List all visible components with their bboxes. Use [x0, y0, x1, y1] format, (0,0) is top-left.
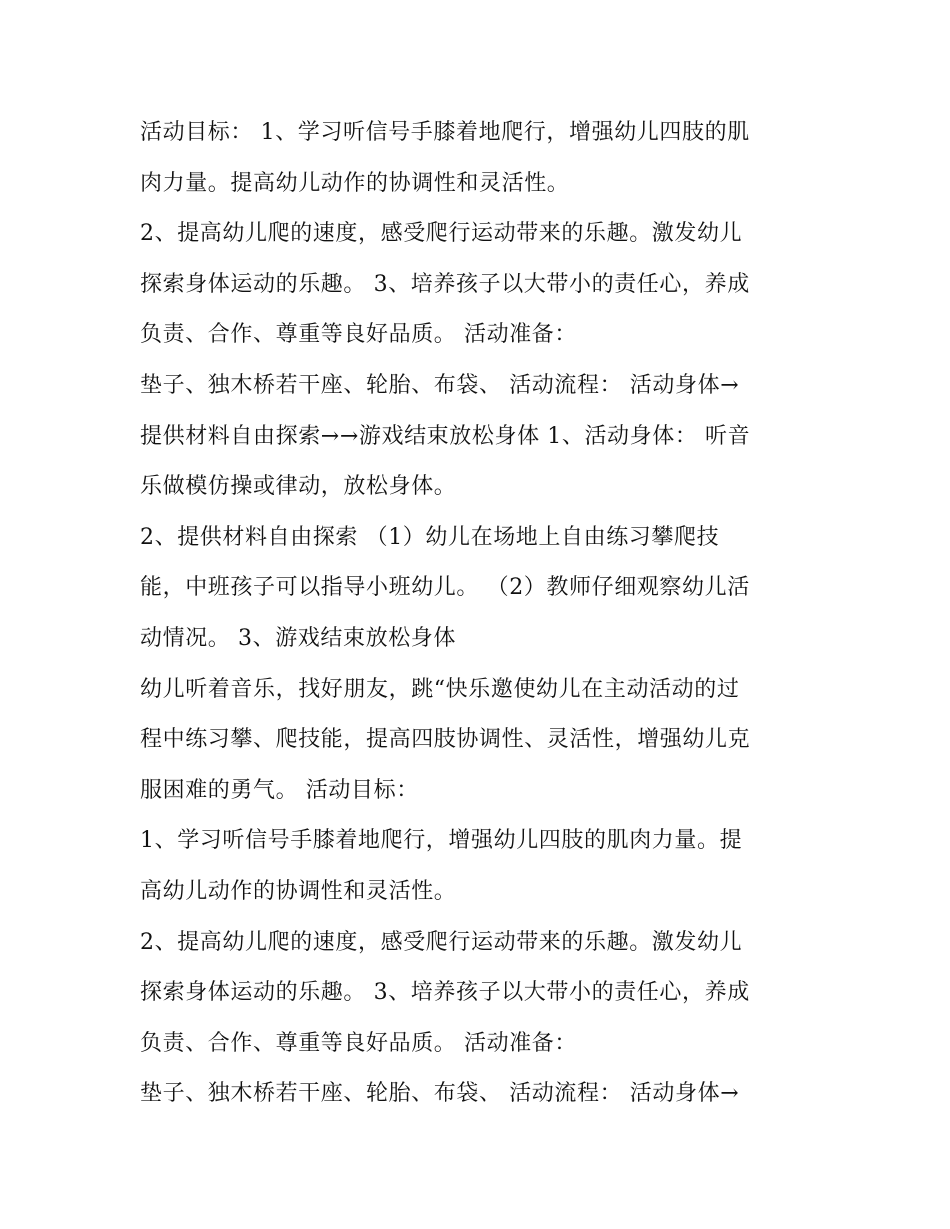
text-line: 乐做模仿操或律动，放松身体。	[140, 474, 457, 500]
text-line: 幼儿听着音乐，找好朋友，跳“快乐邀使幼儿在主动活动的过	[140, 676, 740, 702]
text-line: 服困难的勇气。 活动目标：	[140, 777, 419, 803]
text-line: 2、提高幼儿爬的速度，感受爬行运动带来的乐趣。激发幼儿	[140, 929, 743, 955]
text-line: 提供材料自由探索→→游戏结束放松身体 1、活动身体： 听音	[140, 423, 751, 449]
text-line: 2、提高幼儿爬的速度，感受爬行运动带来的乐趣。激发幼儿	[140, 221, 743, 247]
text-line: 程中练习攀、爬技能，提高四肢协调性、灵活性，增强幼儿克	[140, 727, 751, 753]
text-line: 垫子、独木桥若干座、轮胎、布袋、 活动流程： 活动身体→	[140, 1081, 740, 1107]
text-line: 活动目标： 1、学习听信号手膝着地爬行，增强幼儿四肢的肌	[140, 120, 750, 145]
text-line: 负责、合作、尊重等良好品质。 活动准备：	[140, 1030, 577, 1056]
text-line: 能，中班孩子可以指导小班幼儿。 （2）教师仔细观察幼儿活	[140, 575, 750, 601]
text-line: 1、学习听信号手膝着地爬行，增强幼儿四肢的肌肉力量。提	[140, 828, 743, 854]
document-body	[140, 108, 820, 1120]
text-line: 探索身体运动的乐趣。 3、培养孩子以大带小的责任心，养成	[140, 980, 750, 1006]
text-line: 2、提供材料自由探索 （1）幼儿在场地上自由练习攀爬技	[140, 524, 720, 550]
text-line: 肉力量。提高幼儿动作的协调性和灵活性。	[140, 170, 570, 196]
text-line: 探索身体运动的乐趣。 3、培养孩子以大带小的责任心，养成	[140, 271, 750, 297]
text-line: 高幼儿动作的协调性和灵活性。	[140, 878, 457, 904]
text-line: 负责、合作、尊重等良好品质。 活动准备：	[140, 322, 577, 348]
text-line: 动情况。 3、游戏结束放松身体	[140, 625, 456, 651]
text-line: 垫子、独木桥若干座、轮胎、布袋、 活动流程： 活动身体→	[140, 372, 740, 398]
